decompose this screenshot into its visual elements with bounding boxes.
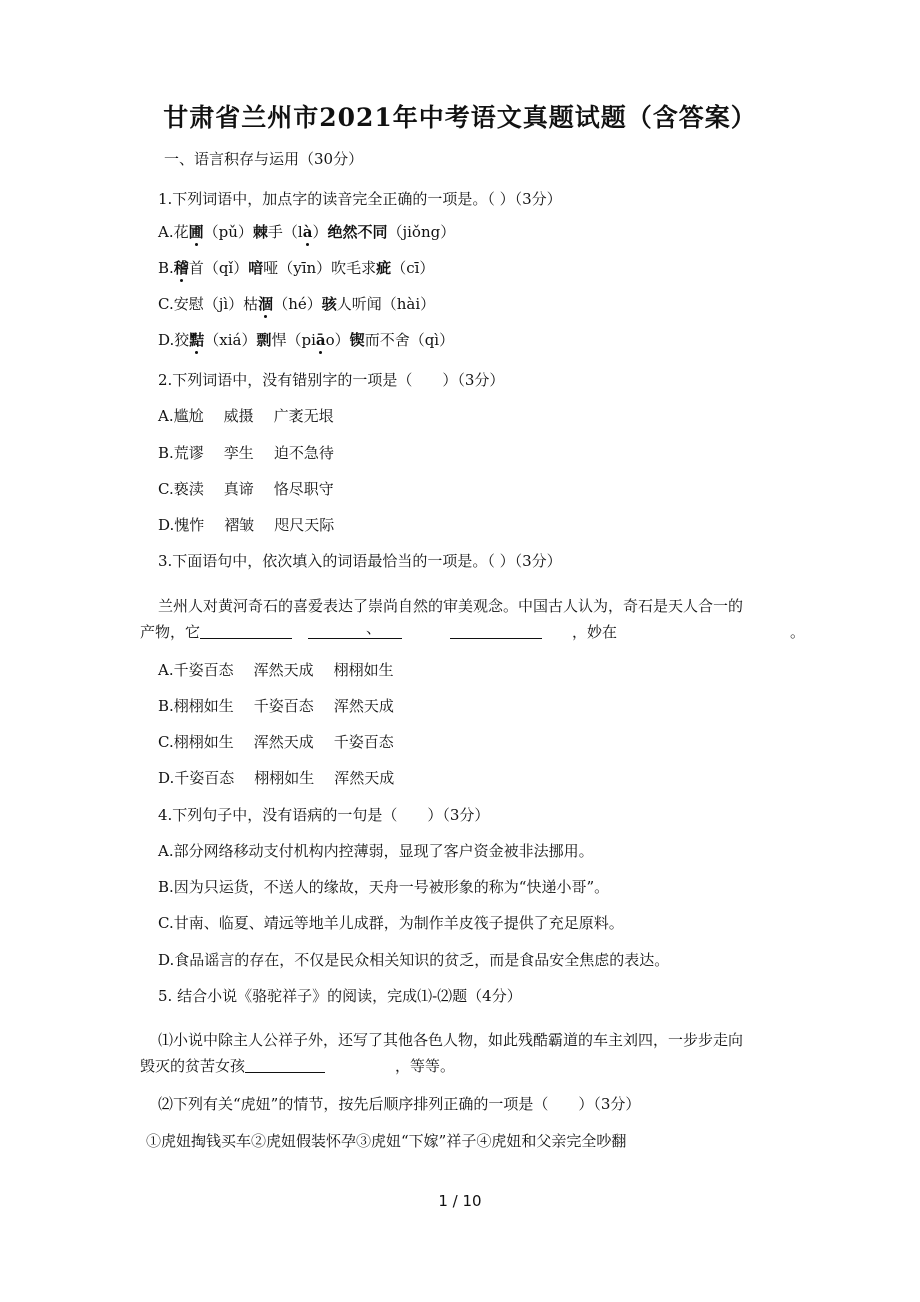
text: A.千姿百态 [158, 661, 234, 679]
fill-blank-1[interactable] [200, 622, 292, 639]
text: B.栩栩如生 [158, 697, 234, 715]
text: D.愧怍 [158, 516, 205, 534]
question-2-option-c [158, 479, 334, 499]
question-5-part-2: ⑵下列有关“虎妞”的情节，按先后顺序排列正确的一项是（ ）（3分） [158, 1095, 641, 1113]
question-4-option-a: A.部分网络移动支付机构内控薄弱，显现了客户资金被非法挪用。 [158, 842, 594, 860]
text: ，等等。 [395, 1057, 456, 1075]
dotted-char: 黠 [189, 331, 205, 349]
question-2-option-a [158, 406, 334, 426]
text: D.狡 [158, 331, 190, 349]
text: 千姿百态 [253, 697, 314, 715]
question-4-option-b: B.因为只运货，不送人的缘故，天舟一号被形象的称为“快递小哥”。 [158, 878, 610, 896]
page-number: 1 / 10 [438, 1192, 482, 1210]
text: 浑然天成 [333, 697, 394, 715]
text: 悍（pi [271, 331, 316, 349]
text: D.千姿百态 [158, 769, 235, 787]
dotted-char: 圃 [188, 223, 204, 241]
comma-mark: 、 [366, 619, 382, 637]
text: 浑然天成 [253, 733, 314, 751]
question-3-option-a [158, 660, 394, 680]
text: 人听闻（hài） [336, 295, 436, 313]
dotted-char: à [302, 223, 313, 241]
text: ，妙在 [572, 623, 618, 641]
text: B.荒谬 [158, 444, 204, 462]
text: B. [158, 259, 174, 277]
bold-char: 疵 [376, 259, 392, 277]
text: 栩栩如生 [333, 661, 394, 679]
question-5-part-1-line-2 [140, 1056, 455, 1076]
question-1-option-b [158, 258, 434, 278]
text: 咫尺天际 [274, 516, 335, 534]
question-1-stem: 1.下列词语中，加点字的读音完全正确的一项是。（ ）（3分） [158, 190, 562, 208]
bold-text: 绝然不同 [327, 223, 388, 241]
text: 栩栩如生 [254, 769, 315, 787]
text: （hé） [273, 295, 322, 313]
question-2-option-b [158, 443, 334, 463]
question-3-passage-line-2 [140, 622, 800, 642]
question-3-option-b [158, 696, 394, 716]
document-title: 甘肃省兰州市2021年中考语文真题试题（含答案） [163, 103, 757, 132]
text: 哑（yīn）吹毛求 [263, 259, 377, 277]
question-2-option-d [158, 515, 334, 535]
question-3-option-c [158, 732, 394, 752]
question-4-option-d: D.食品谣言的存在，不仅是民众相关知识的贫乏，而是食品安全焦虑的表达。 [158, 951, 670, 969]
period-mark: 。 [790, 623, 806, 641]
text: ） [312, 223, 328, 241]
text: C.栩栩如生 [158, 733, 234, 751]
text: （pǔ） [203, 223, 253, 241]
text: 毁灭的贫苦女孩 [140, 1057, 246, 1075]
bold-char: 锲 [349, 331, 365, 349]
text: 真谛 [223, 480, 254, 498]
text: 首（qǐ） [188, 259, 249, 277]
question-4-stem: 4.下列句子中，没有语病的一句是（ ）（3分） [158, 806, 490, 824]
question-4-option-c: C.甘南、临夏、靖远等地羊儿成群，为制作羊皮筏子提供了充足原料。 [158, 914, 624, 932]
dotted-char: 涸 [258, 295, 274, 313]
dotted-char: ā [315, 331, 326, 349]
bold-char: 喑 [248, 259, 264, 277]
text: 威摄 [223, 407, 254, 425]
question-1-option-a [158, 222, 455, 242]
bold-char: 棘 [252, 223, 268, 241]
question-3-option-d [158, 768, 394, 788]
text: 迫不急待 [273, 444, 334, 462]
fill-blank-4[interactable] [245, 1056, 325, 1073]
text: 浑然天成 [334, 769, 395, 787]
question-1-option-d [158, 330, 454, 350]
text: 孪生 [223, 444, 254, 462]
text: A.花 [158, 223, 189, 241]
text: （jiǒng） [387, 223, 456, 241]
question-1-option-c [158, 294, 435, 314]
question-5-part-1-line-1: ⑴小说中除主人公祥子外，还写了其他各色人物，如此残酷霸道的车主刘四，一步步走向 [158, 1031, 744, 1049]
question-3-passage-line-1: 兰州人对黄河奇石的喜爱表达了崇尚自然的审美观念。中国古人认为，奇石是天人合一的 [158, 597, 744, 615]
question-2-stem: 2.下列词语中，没有错别字的一项是（ ）（3分） [158, 371, 505, 389]
text: 浑然天成 [253, 661, 314, 679]
text: C.安慰（jì）枯 [158, 295, 259, 313]
text: 褶皱 [224, 516, 255, 534]
text: （xiá） [204, 331, 257, 349]
section-heading: 一、语言积存与运用（30分） [164, 150, 364, 168]
text: 产物，它 [140, 623, 201, 641]
text: 而不舍（qì） [364, 331, 455, 349]
text: 恪尽职守 [273, 480, 334, 498]
text: C.亵渎 [158, 480, 204, 498]
fill-blank-3[interactable] [450, 622, 542, 639]
dotted-char: 稽 [173, 259, 189, 277]
bold-char: 骇 [321, 295, 337, 313]
text: 千姿百态 [333, 733, 394, 751]
text: 手（l [267, 223, 303, 241]
question-3-stem: 3.下面语句中，依次填入的词语最恰当的一项是。（ ）（3分） [158, 552, 562, 570]
text: （cī） [391, 259, 435, 277]
text: o） [325, 331, 350, 349]
bold-char: 剽 [256, 331, 272, 349]
question-5-plot-items: ①虎妞掏钱买车②虎妞假装怀孕③虎妞“下嫁”祥子④虎妞和父亲完全吵翻 [146, 1132, 627, 1150]
fill-blank-2[interactable] [308, 622, 402, 639]
text: A.尴尬 [158, 407, 204, 425]
question-5-stem: 5. 结合小说《骆驼祥子》的阅读，完成⑴-⑵题（4分） [158, 987, 522, 1005]
text: 广袤无垠 [273, 407, 334, 425]
